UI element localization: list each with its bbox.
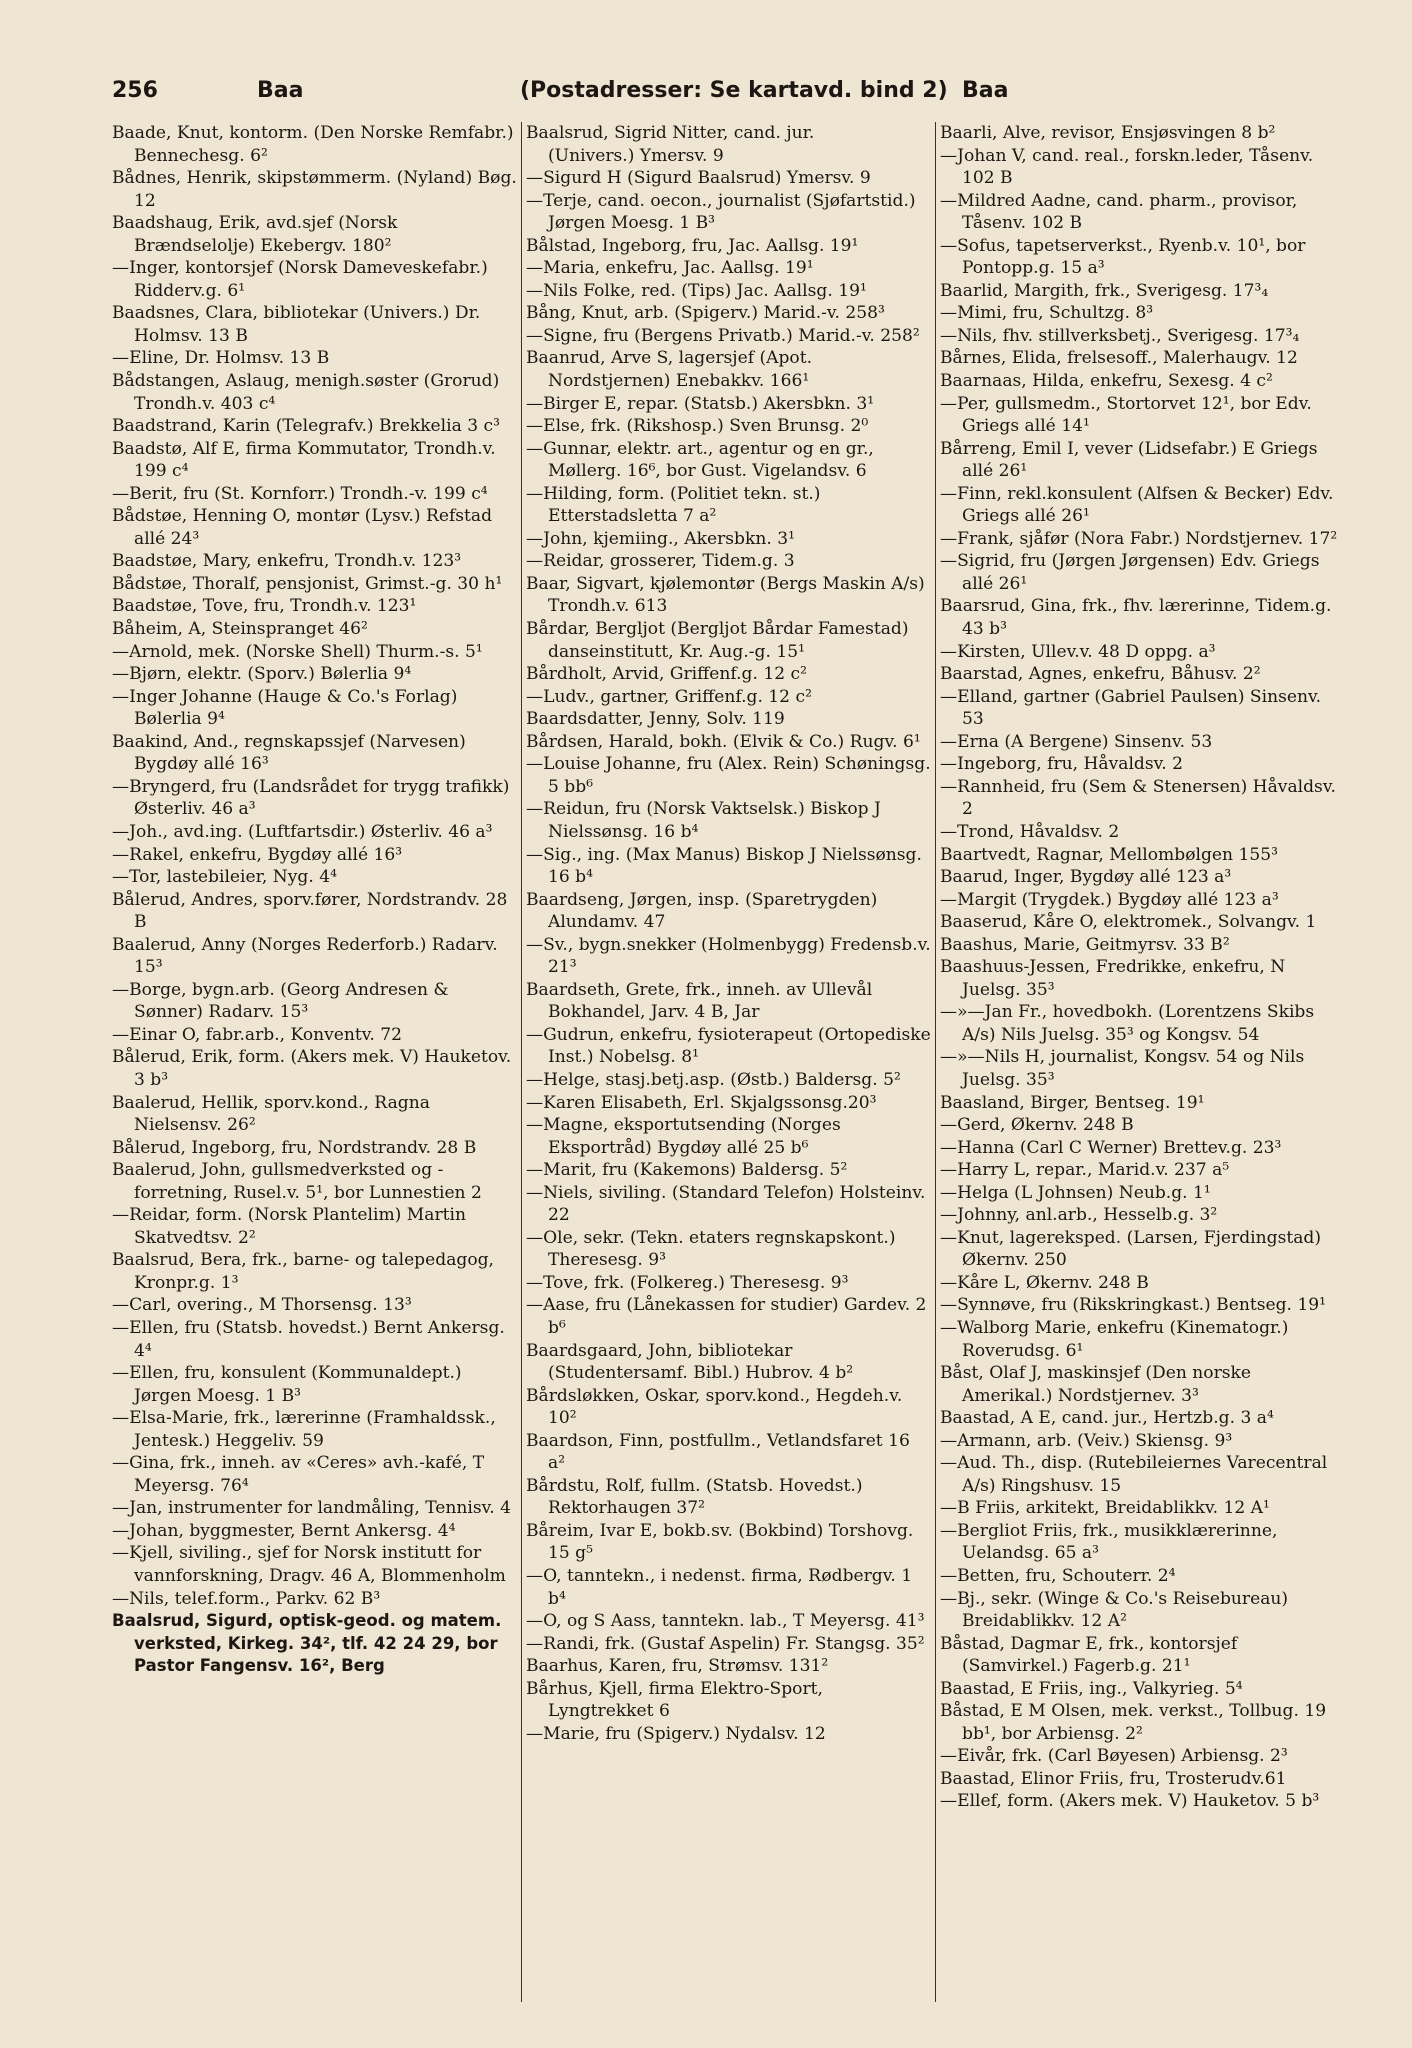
directory-entry: —Gunnar, elektr. art., agentur og en gr., Møllerg. 16⁶, bor Gust. Vigelandsv. 6 [526, 438, 874, 482]
directory-entry: Bådstøe, Thoralf, pensjonist, Grimst.-g. 30 h¹ [112, 573, 503, 594]
directory-entry: —Gina, frk., inneh. av «Ceres» avh.-kafé, T Meyersg. 76⁴ [112, 1453, 485, 1496]
directory-entry: —Sigurd H (Sigurd Baalsrud) Ymersv. 9 [526, 168, 871, 189]
directory-entry: —Gerd, Økernv. 248 B [940, 1115, 1134, 1136]
directory-entry: Bårnes, Elida, frelsesoff., Malerhaugv. 12 [940, 348, 1298, 369]
directory-entry: —Reidun, fru (Norsk Vaktselsk.) Biskop J Nielssønsg. 16 b⁴ [526, 799, 881, 842]
column-divider [521, 122, 522, 2002]
directory-entry: Baar, Sigvart, kjølemontør (Bergs Maskin A/s) Trondh.v. 613 [526, 573, 925, 617]
column-3 [940, 122, 1346, 2022]
directory-entry: Baarhus, Karen, fru, Strømsv. 131² [526, 1656, 829, 1677]
directory-entry: Baalsrud, Bera, frk., barne- og talepedagog, Kronpr.g. 1³ [112, 1250, 494, 1293]
directory-entry: —Johnny, anl.arb., Hesselb.g. 3² [940, 1205, 1218, 1226]
directory-entry: —Mildred Aadne, cand. pharm., provisor, Tåsenv. 102 B [940, 190, 1298, 234]
directory-entry: Baardson, Finn, postfullm., Vetlandsfaret 16 a² [526, 1430, 910, 1474]
directory-entry: Baalerud, John, gullsmedverksted og -forretning, Rusel.v. 5¹, bor Lunnestien 2 [112, 1160, 482, 1203]
directory-entry: —Kjell, siviling., sjef for Norsk institutt for vannforskning, Dragv. 46 A, Blommenholm [112, 1543, 506, 1586]
directory-entry: Baadsnes, Clara, bibliotekar (Univers.) Dr. Holmsv. 13 B [112, 303, 481, 346]
directory-entry: —Signe, fru (Bergens Privatb.) Marid.-v. 258² [526, 325, 920, 346]
directory-entry: —Erna (A Bergene) Sinsenv. 53 [940, 731, 1213, 752]
directory-entry: —Ellen, fru, konsulent (Kommunaldept.) Jørgen Moesg. 1 B³ [112, 1363, 462, 1406]
directory-entry: Baade, Knut, kontorm. (Den Norske Remfabr.) Bennechesg. 6² [112, 123, 514, 166]
directory-entry: —Rakel, enkefru, Bygdøy allé 16³ [112, 844, 403, 865]
directory-entry: —Aud. Th., disp. (Rutebileiernes Varecentral A/s) Ringshusv. 15 [940, 1453, 1328, 1496]
directory-entry: Baasland, Birger, Bentseg. 19¹ [940, 1092, 1205, 1113]
column-2 [526, 122, 932, 2022]
directory-entry: —Karen Elisabeth, Erl. Skjalgssonsg.20³ [526, 1092, 877, 1113]
directory-entry: —Margit (Trygdek.) Bygdøy allé 123 a³ [940, 889, 1279, 910]
directory-entry: Båreim, Ivar E, bokb.sv. (Bokbind) Torshovg. 15 g⁵ [526, 1520, 914, 1564]
directory-entry: —O, og S Aass, tanntekn. lab., T Meyersg. 41³ [526, 1611, 925, 1632]
directory-entry: —Nils, telef.form., Parkv. 62 B³ [112, 1588, 381, 1609]
directory-entry: Båst, Olaf J, maskinsjef (Den norske Amerikal.) Nordstjernev. 3³ [940, 1363, 1252, 1406]
directory-entry: —Aase, fru (Lånekassen for studier) Gardev. 2 b⁶ [526, 1295, 927, 1338]
directory-entry: —Elland, gartner (Gabriel Paulsen) Sinsenv. 53 [940, 686, 1322, 730]
directory-entry: Bådstøe, Henning O, montør (Lysv.) Refstad allé 24³ [112, 506, 493, 549]
directory-entry: Baalerud, Anny (Norges Rederforb.) Radarv. 15³ [112, 934, 498, 978]
directory-entry: Baarsrud, Gina, frk., fhv. lærerinne, Tidem.g. 43 b³ [940, 596, 1332, 640]
directory-entry: —Helge, stasj.betj.asp. (Østb.) Baldersg. 5² [526, 1069, 901, 1090]
directory-entry: Båheim, A, Steinspranget 46² [112, 619, 368, 640]
directory-entry: Bådstangen, Aslaug, menigh.søster (Grorud) Trondh.v. 403 c⁴ [112, 371, 500, 414]
directory-page [112, 70, 1352, 2030]
directory-entry: —Bj., sekr. (Winge & Co.'s Reisebureau) Breidablikkv. 12 A² [940, 1588, 1289, 1632]
directory-entry: Baadstø, Alf E, firma Kommutator, Trondh.v. 199 c⁴ [112, 438, 496, 482]
directory-entry: —Nils Folke, red. (Tips) Jac. Aallsg. 19¹ [526, 280, 867, 301]
directory-entry: Baadstøe, Mary, enkefru, Trondh.v. 123³ [112, 551, 462, 572]
directory-entry: Baalerud, Hellik, sporv.kond., Ragna Nielsensv. 26² [112, 1092, 430, 1136]
directory-entry: —Per, gullsmedm., Stortorvet 12¹, bor Edv. Griegs allé 14¹ [940, 393, 1312, 437]
directory-entry: Baastad, A E, cand. jur., Hertzb.g. 3 a⁴ [940, 1408, 1274, 1429]
directory-entry: —Ellen, fru (Statsb. hovedst.) Bernt Ankersg. 4⁴ [112, 1317, 505, 1361]
directory-entry: —Helga (L Johnsen) Neub.g. 1¹ [940, 1182, 1211, 1203]
directory-entry: —Niels, siviling. (Standard Telefon) Holsteinv. 22 [526, 1182, 926, 1226]
directory-entry: —Eline, Dr. Holmsv. 13 B [112, 348, 330, 369]
directory-entry: Baardseng, Jørgen, insp. (Sparetrygden) Alundamv. 47 [526, 889, 878, 933]
directory-entry: Baadshaug, Erik, avd.sjef (Norsk Brændselolje) Ekebergv. 180² [112, 213, 398, 256]
directory-entry: —Tor, lastebileier, Nyg. 4⁴ [112, 867, 337, 888]
directory-entry: Baadstøe, Tove, fru, Trondh.v. 123¹ [112, 596, 417, 617]
directory-entry: —Tove, frk. (Folkereg.) Theresesg. 9³ [526, 1272, 849, 1293]
header-right-word: Baa [962, 78, 1009, 103]
directory-entry: —Kåre L, Økernv. 248 B [940, 1272, 1149, 1293]
directory-entry: Bålerud, Ingeborg, fru, Nordstrandv. 28 B [112, 1137, 477, 1158]
column-1 [112, 122, 518, 2022]
directory-entry: —Hilding, form. (Politiet tekn. st.) Etterstadsletta 7 a² [526, 483, 821, 527]
directory-entry: —Knut, lagereksped. (Larsen, Fjerdingstad) Økernv. 250 [940, 1227, 1322, 1271]
directory-entry: —Bjørn, elektr. (Sporv.) Bølerlia 9⁴ [112, 664, 412, 685]
directory-entry: —B Friis, arkitekt, Breidablikkv. 12 A¹ [940, 1498, 1270, 1519]
directory-entry: —Rannheid, fru (Sem & Stenersen) Håvaldsv. 2 [940, 776, 1336, 820]
page-header [112, 70, 1352, 122]
directory-entry: —Bergliot Friis, frk., musikklærerinne, Uelandsg. 65 a³ [940, 1520, 1278, 1564]
directory-entry: —O, tanntekn., i nedenst. firma, Rødbergv. 1 b⁴ [526, 1566, 913, 1609]
directory-entry: —Synnøve, fru (Rikskringkast.) Bentseg. 19¹ [940, 1295, 1327, 1316]
directory-entry: —Magne, eksportutsending (Norges Eksportråd) Bygdøy allé 25 b⁶ [526, 1115, 841, 1158]
directory-entry: —Eivår, frk. (Carl Bøyesen) Arbiensg. 2³ [940, 1746, 1288, 1767]
directory-entry: Baardsdatter, Jenny, Solv. 119 [526, 709, 785, 730]
bold-directory-entry: Baalsrud, Sigurd, optisk-geod. og matem. verksted, Kirkeg. 34², tlf. 42 24 29, bor Pastor Fangensv. 16², Berg [112, 1611, 502, 1676]
directory-entry: Baanrud, Arve S, lagersjef (Apot. Nordstjernen) Enebakkv. 166¹ [526, 348, 813, 392]
directory-entry: —Borge, bygn.arb. (Georg Andresen & Sønner) Radarv. 15³ [112, 979, 449, 1023]
directory-entry: —Walborg Marie, enkefru (Kinematogr.) Roverudsg. 6¹ [940, 1317, 1289, 1361]
directory-entry: —Armann, arb. (Veiv.) Skiensg. 9³ [940, 1430, 1233, 1451]
directory-entry: —Sofus, tapetserverkst., Ryenb.v. 10¹, bor Pontopp.g. 15 a³ [940, 235, 1306, 279]
column-divider [935, 122, 936, 2002]
directory-entry: Baarlid, Margith, frk., Sverigesg. 17³₄ [940, 280, 1269, 301]
directory-entry: —Harry L, repar., Marid.v. 237 a⁵ [940, 1160, 1230, 1181]
directory-entry: —Johan V, cand. real., forskn.leder, Tåsenv. 102 B [940, 145, 1314, 189]
directory-entry: —Randi, frk. (Gustaf Aspelin) Fr. Stangsg. 35² [526, 1633, 925, 1654]
directory-entry: Baashus, Marie, Geitmyrsv. 33 B² [940, 934, 1230, 955]
directory-entry: —Marit, fru (Kakemons) Baldersg. 5² [526, 1160, 848, 1181]
directory-entry: —Joh., avd.ing. (Luftfartsdir.) Østerliv. 46 a³ [112, 821, 493, 842]
directory-entry: —Ingeborg, fru, Håvaldsv. 2 [940, 754, 1184, 775]
directory-entry: —Kirsten, Ullev.v. 48 D oppg. a³ [940, 641, 1216, 662]
directory-entry: —Maria, enkefru, Jac. Aallsg. 19¹ [526, 258, 814, 279]
columns [112, 122, 1352, 2022]
directory-entry: —Gudrun, enkefru, fysioterapeut (Ortopediske Inst.) Nobelsg. 8¹ [526, 1024, 931, 1068]
directory-entry: Bårdholt, Arvid, Griffenf.g. 12 c² [526, 664, 807, 685]
directory-entry: Bårdstu, Rolf, fullm. (Statsb. Hovedst.) Rektorhaugen 37² [526, 1475, 863, 1519]
directory-entry: —Johan, byggmester, Bernt Ankersg. 4⁴ [112, 1520, 456, 1541]
directory-entry: —Carl, overing., M Thorsensg. 13³ [112, 1295, 412, 1316]
directory-entry: —Sigrid, fru (Jørgen Jørgensen) Edv. Griegs allé 26¹ [940, 551, 1320, 594]
directory-entry: —Finn, rekl.konsulent (Alfsen & Becker) Edv. Griegs allé 26¹ [940, 483, 1334, 527]
directory-entry: —Einar O, fabr.arb., Konventv. 72 [112, 1024, 403, 1045]
directory-entry: Båstad, Dagmar E, frk., kontorsjef (Samvirkel.) Fagerb.g. 21¹ [940, 1633, 1238, 1677]
directory-entry: —Terje, cand. oecon., journalist (Sjøfartstid.) Jørgen Moesg. 1 B³ [526, 190, 916, 234]
directory-entry: Bårdar, Bergljot (Bergljot Bårdar Famestad) danseinstitutt, Kr. Aug.-g. 15¹ [526, 619, 909, 662]
directory-entry: —Inger Johanne (Hauge & Co.'s Forlag) Bølerlia 9⁴ [112, 686, 458, 730]
directory-entry: Baardseth, Grete, frk., inneh. av Ullevål Bokhandel, Jarv. 4 B, Jar [526, 979, 873, 1023]
directory-entry: —Else, frk. (Rikshosp.) Sven Brunsg. 2⁰ [526, 416, 869, 437]
directory-entry: —Nils, fhv. stillverksbetj., Sverigesg. 17³₄ [940, 325, 1300, 346]
directory-entry: —Reidar, form. (Norsk Plantelim) Martin Skatvedtsv. 2² [112, 1205, 466, 1248]
directory-entry: Baaserud, Kåre O, elektromek., Solvangv. 1 [940, 912, 1317, 933]
directory-entry: —Arnold, mek. (Norske Shell) Thurm.-s. 5¹ [112, 641, 483, 662]
directory-entry: Bålerud, Erik, form. (Akers mek. V) Hauketov. 3 b³ [112, 1047, 512, 1090]
directory-entry: —Louise Johanne, fru (Alex. Rein) Schøningsg. 5 bb⁶ [526, 754, 931, 797]
directory-entry: —»—Jan Fr., hovedbokh. (Lorentzens Skibs A/s) Nils Juelsg. 35³ og Kongsv. 54 [940, 1002, 1315, 1045]
directory-entry: Bårreng, Emil I, vever (Lidsefabr.) E Griegs allé 26¹ [940, 438, 1318, 482]
directory-entry: —Ludv., gartner, Griffenf.g. 12 c² [526, 686, 812, 707]
directory-entry: —Betten, fru, Schouterr. 2⁴ [940, 1566, 1176, 1586]
header-center: (Postadresser: Se kartavd. bind 2) [520, 78, 948, 103]
directory-entry: —Ole, sekr. (Tekn. etaters regnskapskont.) Theresesg. 9³ [526, 1227, 896, 1271]
directory-entry: —Berit, fru (St. Kornforr.) Trondh.-v. 199 c⁴ [112, 483, 488, 504]
directory-entry: Baarstad, Agnes, enkefru, Båhusv. 2² [940, 664, 1261, 685]
directory-entry: —Inger, kontorsjef (Norsk Dameveskefabr.) Ridderv.g. 6¹ [112, 258, 488, 301]
directory-entry: Baadstrand, Karin (Telegrafv.) Brekkelia 3 c³ [112, 416, 500, 437]
directory-entry: —Trond, Håvaldsv. 2 [940, 821, 1120, 842]
directory-entry: Båstad, E M Olsen, mek. verkst., Tollbug. 19 bb¹, bor Arbiensg. 2² [940, 1701, 1327, 1744]
directory-entry: Baastad, Elinor Friis, fru, Trosterudv.61 [940, 1768, 1287, 1789]
directory-entry: Bång, Knut, arb. (Spigerv.) Marid.-v. 258³ [526, 303, 885, 324]
directory-entry: —Sig., ing. (Max Manus) Biskop J Nielssønsg. 16 b⁴ [526, 844, 922, 888]
directory-entry: —Reidar, grosserer, Tidem.g. 3 [526, 551, 795, 572]
directory-entry: —»—Nils H, journalist, Kongsv. 54 og Nils Juelsg. 35³ [940, 1047, 1305, 1090]
directory-entry: Baarud, Inger, Bygdøy allé 123 a³ [940, 867, 1232, 888]
directory-entry: Baastad, E Friis, ing., Valkyrieg. 5⁴ [940, 1678, 1243, 1699]
directory-entry: —Birger E, repar. (Statsb.) Akersbkn. 3¹ [526, 393, 875, 414]
directory-entry: —Hanna (Carl C Werner) Brettev.g. 23³ [940, 1137, 1282, 1158]
directory-entry: —Ellef, form. (Akers mek. V) Hauketov. 5 b³ [940, 1791, 1320, 1812]
directory-entry: —Marie, fru (Spigerv.) Nydalsv. 12 [526, 1723, 826, 1744]
directory-entry: Bårdsen, Harald, bokh. (Elvik & Co.) Rugv. 6¹ [526, 731, 921, 752]
directory-entry: Baashuus-Jessen, Fredrikke, enkefru, N Juelsg. 35³ [940, 957, 1286, 1000]
directory-entry: Bårhus, Kjell, firma Elektro-Sport, Lyngtrekket 6 [526, 1678, 823, 1722]
directory-entry: Bårdsløkken, Oskar, sporv.kond., Hegdeh.v. 10² [526, 1385, 903, 1429]
directory-entry: (Univers.) Ymersv. 9 [548, 145, 724, 166]
header-left-word: Baa [257, 78, 304, 103]
page-number: 256 [112, 78, 158, 103]
directory-entry: —Jan, instrumenter for landmåling, Tennisv. 4 [112, 1498, 512, 1519]
directory-entry: —Elsa-Marie, frk., lærerinne (Framhaldssk., Jentesk.) Heggeliv. 59 [112, 1408, 496, 1451]
directory-entry: —John, kjemiing., Akersbkn. 3¹ [526, 528, 795, 549]
directory-entry: —Sv., bygn.snekker (Holmenbygg) Fredensb.v. 21³ [526, 934, 931, 978]
directory-entry: Baartvedt, Ragnar, Mellombølgen 155³ [940, 844, 1278, 865]
directory-entry: —Frank, sjåfør (Nora Fabr.) Nordstjernev. 17² [940, 528, 1338, 549]
directory-entry: Baalsrud, Sigrid Nitter, cand. jur. [526, 123, 815, 143]
directory-entry: Baakind, And., regnskapssjef (Narvesen) Bygdøy allé 16³ [112, 731, 466, 775]
directory-entry: Bålerud, Andres, sporv.fører, Nordstrandv. 28 B [112, 889, 508, 933]
directory-entry: Baarli, Alve, revisor, Ensjøsvingen 8 b² [940, 123, 1276, 143]
directory-entry: Bålstad, Ingeborg, fru, Jac. Aallsg. 19¹ [526, 235, 859, 256]
directory-entry: —Bryngerd, fru (Landsrådet for trygg trafikk) Østerliv. 46 a³ [112, 776, 510, 820]
directory-entry: Baardsgaard, John, bibliotekar (Studentersamf. Bibl.) Hubrov. 4 b² [526, 1340, 854, 1384]
directory-entry: Bådnes, Henrik, skipstømmerm. (Nyland) Bøg. 12 [112, 168, 517, 211]
directory-entry: —Mimi, fru, Schultzg. 8³ [940, 303, 1154, 324]
directory-entry: Baarnaas, Hilda, enkefru, Sexesg. 4 c² [940, 371, 1273, 392]
